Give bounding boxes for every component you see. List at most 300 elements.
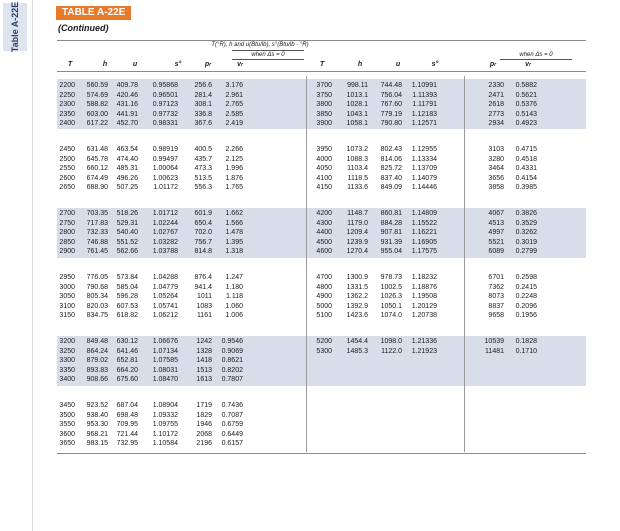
right-table-cell: 3700: [316, 82, 332, 89]
left-table-cell: 3200: [59, 338, 75, 345]
right-table-cell: 0.1710: [515, 347, 537, 355]
left-table-cell: 1.01172: [153, 184, 178, 192]
left-table-cell: 0.97732: [152, 110, 178, 118]
right-table-cell: 1050.1: [380, 302, 402, 310]
left-table-cell: 3050: [59, 293, 75, 301]
right-table-cell: 4300: [316, 219, 332, 227]
right-table-cell: 802.43: [380, 146, 402, 153]
left-table-cell: 1.02244: [152, 219, 178, 227]
right-table-cell: 1209.4: [346, 229, 368, 237]
right-table-cell: 4050: [316, 165, 332, 173]
left-table-cell: 776.05: [86, 274, 108, 281]
right-table-cell: 4700: [316, 274, 332, 281]
left-table-cell: 702.0: [194, 229, 212, 237]
left-table-cell: 513.5: [194, 174, 212, 182]
left-table-cell: 660.12: [86, 165, 108, 173]
left-table-cell: 2350: [59, 110, 75, 118]
right-table-cell: 0.3529: [515, 219, 537, 227]
right-table-cell: 0.2096: [515, 302, 537, 310]
left-table-cell: 732.95: [116, 440, 138, 448]
left-table-cell: 435.7: [194, 155, 212, 163]
left-table-cell: 2.585: [225, 110, 243, 118]
right-table-cell: 1.11393: [412, 91, 437, 99]
left-table-cell: 805.34: [86, 293, 108, 301]
right-table-cell: 4600: [316, 248, 332, 256]
right-table-cell: 0.4518: [515, 155, 537, 163]
left-table-cell: 281.4: [194, 91, 212, 99]
left-table-cell: 1513: [196, 366, 212, 374]
left-table-cell: 485.31: [116, 165, 138, 173]
left-table-cell: 3150: [59, 312, 75, 320]
right-table-cell: 1392.9: [346, 302, 368, 310]
left-table-cell: 2.765: [225, 101, 243, 109]
right-table-cell: 0.3826: [515, 210, 537, 217]
left-table-cell: 2450: [59, 146, 75, 153]
left-table-cell: 908.66: [86, 376, 108, 384]
left-table-cell: 2.266: [225, 146, 243, 153]
left-table-cell: 2068: [196, 430, 212, 438]
left-table-cell: 2700: [59, 210, 75, 217]
right-table-cell: 0.2598: [515, 274, 537, 281]
left-table-cell: 1328: [196, 347, 212, 355]
left-table-cell: 1.10172: [152, 430, 178, 438]
left-table-cell: 0.9069: [221, 347, 243, 355]
right-table-cell: 4200: [316, 210, 332, 217]
column-divider: [306, 76, 307, 452]
bottom-rule: [57, 453, 586, 454]
left-table-cell: 761.45: [86, 248, 108, 256]
left-header-0: T: [67, 61, 73, 68]
left-table-cell: 687.04: [116, 402, 138, 409]
left-table-cell: 2600: [59, 174, 75, 182]
right-table-cell: 1028.1: [346, 101, 368, 109]
left-table-cell: 3500: [59, 411, 75, 419]
left-table-cell: 1.395: [225, 238, 243, 246]
left-table-cell: 1.07134: [152, 347, 178, 355]
right-table-cell: 1454.4: [346, 338, 368, 345]
left-table-cell: 2550: [59, 165, 75, 173]
right-table-cell: 1.17575: [411, 248, 437, 256]
left-table-cell: 1.09332: [152, 411, 178, 419]
left-table-cell: 1.996: [225, 165, 243, 173]
left-table-cell: 923.52: [86, 402, 108, 409]
right-table-cell: 3656: [488, 174, 504, 182]
left-table-cell: 893.83: [86, 366, 108, 374]
left-table-cell: 474.40: [116, 155, 138, 163]
right-table-cell: 4500: [316, 238, 332, 246]
right-table-cell: 1058.1: [346, 120, 368, 128]
right-table-cell: 1239.9: [346, 238, 368, 246]
right-table-cell: 1.13709: [411, 165, 437, 173]
left-table-cell: 596.28: [116, 293, 138, 301]
right-table-cell: 849.09: [380, 184, 402, 192]
left-table-cell: 0.8202: [221, 366, 243, 374]
left-table-cell: 1.765: [225, 184, 243, 192]
left-table-cell: 675.60: [116, 376, 138, 384]
left-table-cell: 688.90: [86, 184, 108, 192]
right-table-cell: 1.14446: [411, 184, 437, 192]
left-table-cell: 864.24: [86, 347, 108, 355]
right-table-cell: 2773: [488, 110, 504, 118]
left-table-cell: 1.662: [225, 210, 243, 217]
left-table-cell: 1.03282: [152, 238, 178, 246]
right-table-cell: 1148.7: [347, 210, 368, 217]
right-table-cell: 955.04: [380, 248, 402, 256]
left-table-cell: 0.99497: [152, 155, 178, 163]
right-header-4: pr: [489, 61, 497, 68]
right-table-cell: 2471: [488, 91, 504, 99]
right-table-cell: 3800: [316, 101, 332, 109]
right-table-cell: 0.3019: [515, 238, 537, 246]
left-table-cell: 1.118: [226, 293, 243, 301]
units-caption: T(°R), h and u(Btu/lb), s°(Btu/lb · °R): [211, 42, 309, 48]
right-table-cell: 0.2248: [515, 293, 537, 301]
right-table-cell: 744.48: [380, 82, 402, 89]
left-table-cell: 3300: [59, 357, 75, 365]
right-table-cell: 7362: [488, 283, 504, 291]
left-table-cell: 3.176: [225, 82, 243, 89]
sidebar: [0, 0, 33, 531]
right-table-cell: 1.10991: [411, 82, 437, 89]
left-table-cell: 756.7: [194, 238, 212, 246]
left-table-cell: 938.40: [86, 411, 108, 419]
left-table-cell: 1.247: [225, 274, 243, 281]
left-table-cell: 1.06676: [152, 338, 178, 345]
left-table-cell: 573.84: [116, 274, 138, 281]
right-table-cell: 1026.3: [380, 293, 402, 301]
right-table-cell: 3950: [316, 146, 332, 153]
left-table-cell: 1.05264: [152, 293, 178, 301]
right-table-cell: 8073: [488, 293, 504, 301]
right-table-cell: 978.73: [380, 274, 402, 281]
isentropic-caption-underline: [232, 59, 304, 60]
left-table-cell: 0.6759: [221, 421, 243, 429]
left-table-cell: 1.02767: [152, 229, 178, 237]
right-table-cell: 4997: [488, 229, 504, 237]
left-table-cell: 2.419: [225, 120, 243, 128]
right-table-cell: 4900: [316, 293, 332, 301]
left-table-cell: 834.75: [86, 312, 108, 320]
right-table-cell: 1.15522: [411, 219, 437, 227]
left-table-cell: 664.20: [116, 366, 138, 374]
right-table-cell: 1.12955: [411, 146, 437, 153]
left-table-cell: 2800: [59, 229, 75, 237]
left-table-cell: 556.3: [194, 184, 212, 192]
top-rule: [57, 40, 586, 41]
header-rule: [57, 71, 586, 72]
sidebar-tab-label: Table A-22E: [10, 1, 20, 53]
right-table-cell: 8837: [488, 302, 504, 310]
right-table-cell: 0.5882: [515, 82, 537, 89]
left-table-cell: 849.48: [86, 338, 108, 345]
right-table-cell: 825.72: [380, 165, 402, 173]
left-table-cell: 703.35: [86, 210, 108, 217]
left-table-cell: 941.4: [194, 283, 212, 291]
right-table-cell: 1.21923: [411, 347, 437, 355]
right-table-cell: 10539: [484, 338, 504, 345]
right-table-cell: 0.1956: [515, 312, 537, 320]
right-table-cell: 884.28: [380, 219, 402, 227]
right-table-cell: 1.21336: [411, 338, 437, 345]
left-table-cell: 709.95: [116, 421, 138, 429]
left-table-cell: 452.70: [116, 120, 138, 128]
right-table-cell: 1.18232: [411, 274, 437, 281]
right-table-cell: 1.12571: [411, 120, 437, 128]
left-table-cell: 1.09755: [152, 421, 178, 429]
right-header-1: h: [357, 61, 363, 68]
right-table-cell: 1.19508: [411, 293, 437, 301]
left-table-cell: 0.97123: [152, 101, 178, 109]
right-table-cell: 1088.3: [346, 155, 368, 163]
left-table-cell: 2300: [59, 101, 75, 109]
right-table-cell: 756.04: [380, 91, 402, 99]
left-table-cell: 1.07585: [152, 357, 178, 365]
left-table-cell: 1.04779: [152, 283, 178, 291]
left-table-cell: 1.08904: [152, 402, 178, 409]
right-table-cell: 1074.0: [380, 312, 402, 320]
right-table-cell: 1133.6: [347, 184, 368, 192]
right-table-cell: 3750: [316, 91, 332, 99]
left-table-cell: 603.00: [86, 110, 108, 118]
right-table-cell: 0.4154: [515, 174, 537, 182]
right-table-cell: 767.60: [380, 101, 402, 109]
left-table-cell: 562.66: [116, 248, 138, 256]
left-table-cell: 2196: [196, 440, 212, 448]
right-header-0: T: [319, 61, 325, 68]
right-table-cell: 11481: [485, 347, 504, 355]
left-table-cell: 641.46: [116, 347, 138, 355]
left-table-cell: 0.98331: [152, 120, 178, 128]
left-table-cell: 0.8621: [221, 357, 243, 365]
left-header-3: s°: [174, 61, 182, 68]
right-table-cell: 1.16221: [411, 229, 437, 237]
left-table-cell: 1242: [196, 338, 212, 345]
left-table-cell: 551.52: [116, 238, 138, 246]
right-table-cell: 837.40: [380, 174, 402, 182]
left-table-cell: 1011: [196, 293, 212, 301]
right-table-cell: 5300: [316, 347, 332, 355]
left-table-cell: 2400: [59, 120, 75, 128]
left-table-cell: 540.40: [116, 229, 138, 237]
right-table-cell: 1013.1: [346, 91, 368, 99]
right-table-cell: 6701: [488, 274, 504, 281]
right-table-cell: 4100: [316, 174, 332, 182]
right-table-cell: 5521: [488, 238, 504, 246]
left-table-cell: 420.46: [116, 91, 138, 99]
left-table-cell: 1.060: [225, 302, 243, 310]
left-table-cell: 1.08470: [152, 376, 178, 384]
left-table-cell: 617.22: [86, 120, 108, 128]
left-table-cell: 1.876: [225, 174, 243, 182]
right-table-cell: 3850: [316, 110, 332, 118]
right-table-cell: 860.81: [380, 210, 402, 217]
left-table-cell: 3550: [59, 421, 75, 429]
left-table-cell: 983.15: [86, 440, 108, 448]
left-table-cell: 3450: [59, 402, 75, 409]
right-table-cell: 0.2415: [515, 283, 537, 291]
right-table-cell: 1.16905: [411, 238, 437, 246]
left-table-cell: 3000: [59, 283, 75, 291]
right-table-cell: 790.80: [380, 120, 402, 128]
isentropic-caption: when Δs = 0: [251, 52, 285, 58]
left-table-cell: 820.03: [86, 302, 108, 310]
left-table-cell: 0.6157: [221, 440, 243, 448]
right-table-cell: 0.3985: [515, 184, 537, 192]
left-table-cell: 3650: [59, 440, 75, 448]
left-table-cell: 650.4: [194, 219, 212, 227]
right-table-cell: 779.19: [380, 110, 402, 118]
right-table-cell: 1.14809: [411, 210, 437, 217]
right-table-cell: 1043.1: [346, 110, 368, 118]
left-table-cell: 2.961: [225, 91, 243, 99]
left-table-cell: 1946: [196, 421, 212, 429]
left-header-1: h: [102, 61, 108, 68]
left-table-cell: 518.26: [116, 210, 138, 217]
right-table-cell: 4067: [488, 210, 504, 217]
right-table-cell: 1.13334: [411, 155, 437, 163]
right-table-cell: 4800: [316, 283, 332, 291]
left-table-cell: 1083: [196, 302, 212, 310]
left-table-cell: 1.06212: [152, 312, 178, 320]
right-header-3: s°: [431, 61, 439, 68]
right-table-cell: 1103.4: [347, 165, 368, 173]
right-table-cell: 2330: [488, 82, 504, 89]
left-table-cell: 529.31: [116, 219, 138, 227]
left-table-cell: 0.95868: [152, 82, 178, 89]
right-table-cell: 1.11791: [412, 101, 437, 109]
left-table-cell: 1.00623: [152, 174, 178, 182]
left-table-cell: 2250: [59, 91, 75, 99]
left-table-cell: 3250: [59, 347, 75, 355]
right-table-cell: 3280: [488, 155, 504, 163]
sidebar-tab[interactable]: [3, 3, 27, 51]
left-table-cell: 1719: [196, 402, 212, 409]
left-table-cell: 3600: [59, 430, 75, 438]
left-table-cell: 2.125: [225, 155, 243, 163]
left-table-cell: 1161: [196, 312, 212, 320]
right-table-cell: 0.2799: [515, 248, 537, 256]
left-table-cell: 1.04288: [152, 274, 178, 281]
left-table-cell: 2650: [59, 184, 75, 192]
right-table-cell: 5000: [316, 302, 332, 310]
left-table-cell: 876.4: [194, 274, 212, 281]
right-table-cell: 3858: [488, 184, 504, 192]
left-table-cell: 585.04: [116, 283, 138, 291]
left-table-cell: 3350: [59, 366, 75, 374]
right-table-cell: 5200: [316, 338, 332, 345]
right-table-cell: 2618: [488, 101, 504, 109]
isentropic-caption-right: when Δs = 0: [519, 52, 553, 58]
left-table-cell: 607.53: [116, 302, 138, 310]
left-header-5: vr: [237, 61, 243, 68]
left-table-cell: 601.9: [194, 210, 212, 217]
right-table-cell: 931.39: [380, 238, 402, 246]
left-table-cell: 2900: [59, 248, 75, 256]
left-table-cell: 1829: [196, 411, 212, 419]
right-table-cell: 4000: [316, 155, 332, 163]
left-table-cell: 746.88: [86, 238, 108, 246]
right-table-cell: 0.5621: [515, 91, 537, 99]
left-table-cell: 1.478: [225, 229, 243, 237]
left-table-cell: 1.08031: [152, 366, 178, 374]
right-table-cell: 3900: [316, 120, 332, 128]
left-table-cell: 790.68: [86, 283, 108, 291]
right-header-2: u: [395, 61, 401, 68]
column-divider: [464, 76, 465, 452]
left-table-cell: 2850: [59, 238, 75, 246]
left-table-cell: 2750: [59, 219, 75, 227]
left-table-cell: 0.7087: [221, 411, 243, 419]
left-table-cell: 560.59: [86, 82, 108, 89]
left-table-cell: 0.98919: [152, 146, 178, 153]
right-table-cell: 0.4331: [515, 165, 537, 173]
right-table-cell: 4150: [316, 184, 332, 192]
right-table-cell: 0.5376: [515, 101, 537, 109]
left-table-cell: 0.7807: [221, 376, 243, 384]
left-table-cell: 721.44: [116, 430, 138, 438]
left-table-cell: 953.30: [86, 421, 108, 429]
right-table-cell: 998.11: [347, 82, 368, 89]
left-table-cell: 630.12: [116, 338, 138, 345]
right-table-cell: 1.14079: [411, 174, 437, 182]
right-table-cell: 1.12183: [411, 110, 437, 118]
left-table-cell: 1.01712: [152, 210, 178, 217]
left-table-cell: 1.05741: [152, 302, 178, 310]
left-table-cell: 2200: [59, 82, 75, 89]
right-table-cell: 814.06: [380, 155, 402, 163]
left-table-cell: 732.33: [86, 229, 108, 237]
right-table-cell: 907.81: [380, 229, 402, 237]
right-table-cell: 0.5143: [515, 110, 537, 118]
left-table-cell: 1.566: [225, 219, 243, 227]
right-table-cell: 1002.5: [380, 283, 402, 291]
left-table-cell: 496.26: [116, 174, 138, 182]
left-table-cell: 2950: [59, 274, 75, 281]
left-table-cell: 1418: [196, 357, 212, 365]
right-table-cell: 3103: [488, 146, 504, 153]
left-table-cell: 409.78: [116, 82, 138, 89]
left-table-cell: 3400: [59, 376, 75, 384]
left-table-cell: 1.10584: [152, 440, 178, 448]
right-table-cell: 1118.5: [347, 174, 368, 182]
right-table-cell: 4400: [316, 229, 332, 237]
left-table-cell: 1.006: [225, 312, 243, 320]
left-table-cell: 256.6: [194, 82, 212, 89]
right-table-cell: 1.20129: [411, 302, 437, 310]
left-table-cell: 1.00064: [152, 165, 178, 173]
left-table-cell: 674.49: [86, 174, 108, 182]
right-table-cell: 1485.3: [346, 347, 368, 355]
table-subtitle: (Continued): [58, 23, 109, 33]
left-table-cell: 618.82: [116, 312, 138, 320]
right-table-cell: 1270.4: [346, 248, 368, 256]
left-table-cell: 1.03788: [152, 248, 178, 256]
right-table-cell: 0.1828: [515, 338, 537, 345]
right-table-cell: 5100: [316, 312, 332, 320]
left-table-cell: 1.318: [225, 248, 243, 256]
left-header-2: u: [132, 61, 138, 68]
right-table-cell: 3464: [488, 165, 504, 173]
left-table-cell: 507.25: [116, 184, 138, 192]
left-table-cell: 431.16: [116, 101, 138, 109]
left-table-cell: 652.81: [116, 357, 138, 365]
right-table-cell: 0.4715: [515, 146, 537, 153]
right-table-cell: 1423.6: [346, 312, 368, 320]
right-table-cell: 1300.9: [346, 274, 368, 281]
left-table-cell: 473.3: [194, 165, 212, 173]
right-table-cell: 1362.2: [346, 293, 368, 301]
right-table-cell: 1.20738: [411, 312, 437, 320]
